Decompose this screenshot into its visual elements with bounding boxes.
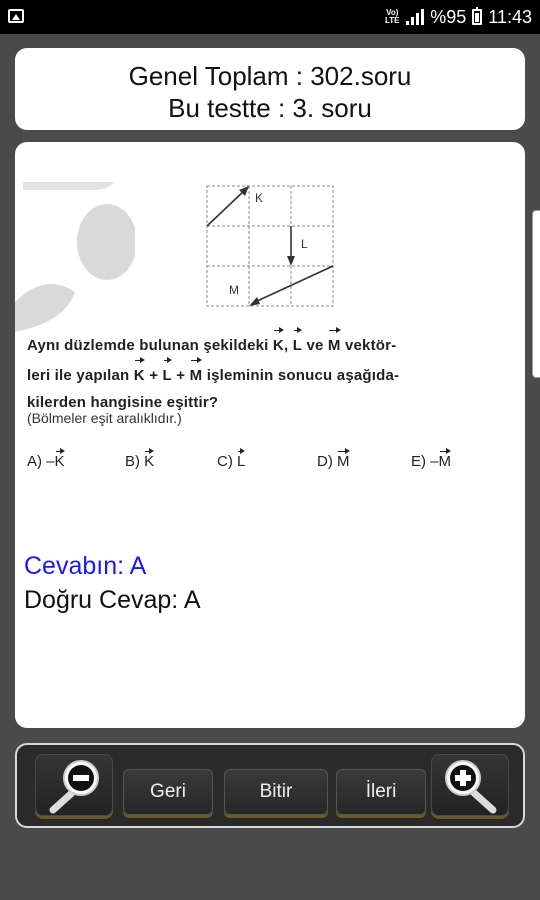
option-b-prefix: B) (125, 453, 145, 470)
q1-text-a: Aynı düzlemde bulunan şekildeki (27, 337, 273, 354)
question-line-2 (27, 359, 517, 389)
next-button[interactable]: İleri (336, 769, 426, 815)
question-text (27, 329, 517, 416)
zoom-in-button[interactable] (431, 754, 509, 816)
clock: 11:43 (488, 6, 532, 27)
question-line-3: kilerden hangisine eşittir? (27, 394, 219, 411)
your-answer: Cevabın: A (24, 552, 147, 580)
vector-l: L (293, 329, 302, 359)
gallery-notification-icon (8, 9, 24, 23)
status-right (384, 0, 532, 34)
option-c (217, 450, 245, 470)
total-question-count: Genel Toplam : 302.soru (128, 61, 412, 91)
battery-percent: %95 (430, 6, 467, 27)
option-c-prefix: C) (217, 453, 237, 470)
progress-card (15, 48, 525, 130)
option-e-vector: M (439, 450, 452, 470)
option-e-prefix: E) – (411, 453, 439, 470)
q1-text-c: ve (302, 337, 328, 354)
zoom-out-button[interactable] (35, 754, 113, 816)
vector-k: K (134, 359, 145, 389)
q2-text-c: + (171, 367, 190, 384)
figure-label-k: K (255, 191, 264, 205)
figure-label-l: L (301, 237, 308, 251)
battery-icon (472, 9, 482, 25)
signal-icon (406, 9, 424, 25)
scrollbar-thumb[interactable] (532, 210, 540, 378)
vector-l: L (163, 359, 172, 389)
question-line-1 (27, 329, 517, 359)
vector-m: M (328, 329, 341, 359)
zoom-out-icon (43, 758, 107, 814)
option-d-prefix: D) (317, 453, 337, 470)
status-bar (0, 0, 540, 34)
option-e (411, 450, 451, 470)
zoom-in-icon (439, 758, 503, 814)
option-b-vector: K (144, 450, 154, 470)
option-c-vector: L (237, 450, 245, 470)
correct-answer: Doğru Cevap: A (24, 586, 201, 614)
option-b (125, 450, 154, 470)
q1-text-b: , (283, 337, 293, 354)
q2-text-d: işleminin sonucu aşağıda- (202, 367, 400, 384)
option-d-vector: M (337, 450, 350, 470)
option-a (27, 450, 65, 470)
vector-figure (205, 184, 337, 310)
q1-text-d: vektör- (340, 337, 397, 354)
question-note: (Bölmeler eşit aralıklıdır.) (27, 410, 182, 426)
figure-label-m: M (229, 283, 239, 297)
option-d (317, 450, 350, 470)
watermark-logo (15, 182, 135, 332)
volte-line1: Vo) (386, 8, 399, 17)
back-button[interactable]: Geri (123, 769, 213, 815)
bottom-toolbar (15, 743, 525, 828)
option-a-prefix: A) – (27, 453, 55, 470)
volte-line2: LTE (384, 16, 400, 25)
answer-options (27, 450, 517, 476)
vector-m: M (190, 359, 203, 389)
test-question-number: Bu testte : 3. soru (168, 93, 372, 123)
option-a-vector: K (55, 450, 65, 470)
finish-button[interactable]: Bitir (224, 769, 328, 815)
q2-text-b: + (144, 367, 163, 384)
vector-k: K (273, 329, 284, 359)
question-card[interactable] (15, 142, 525, 728)
q2-text-a: leri ile yapılan (27, 367, 134, 384)
volte-icon (384, 9, 400, 25)
